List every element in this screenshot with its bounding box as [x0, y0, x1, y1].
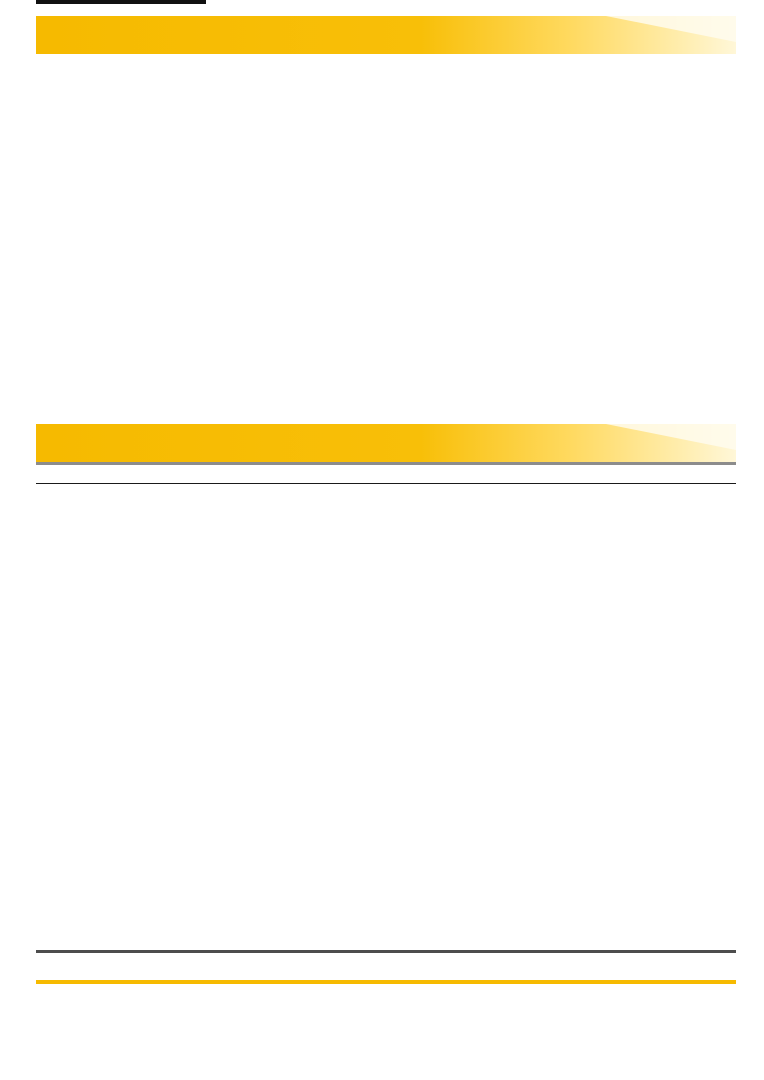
packing-list-table	[36, 462, 736, 484]
section-banner-packing-list	[36, 424, 736, 462]
erection-curves-chart	[356, 54, 752, 420]
section-banner-erection	[36, 16, 736, 54]
page-top-mark	[36, 0, 206, 4]
footer-yellow-rule	[36, 980, 736, 984]
footer-divider	[36, 950, 736, 953]
table-header-row	[36, 462, 736, 484]
